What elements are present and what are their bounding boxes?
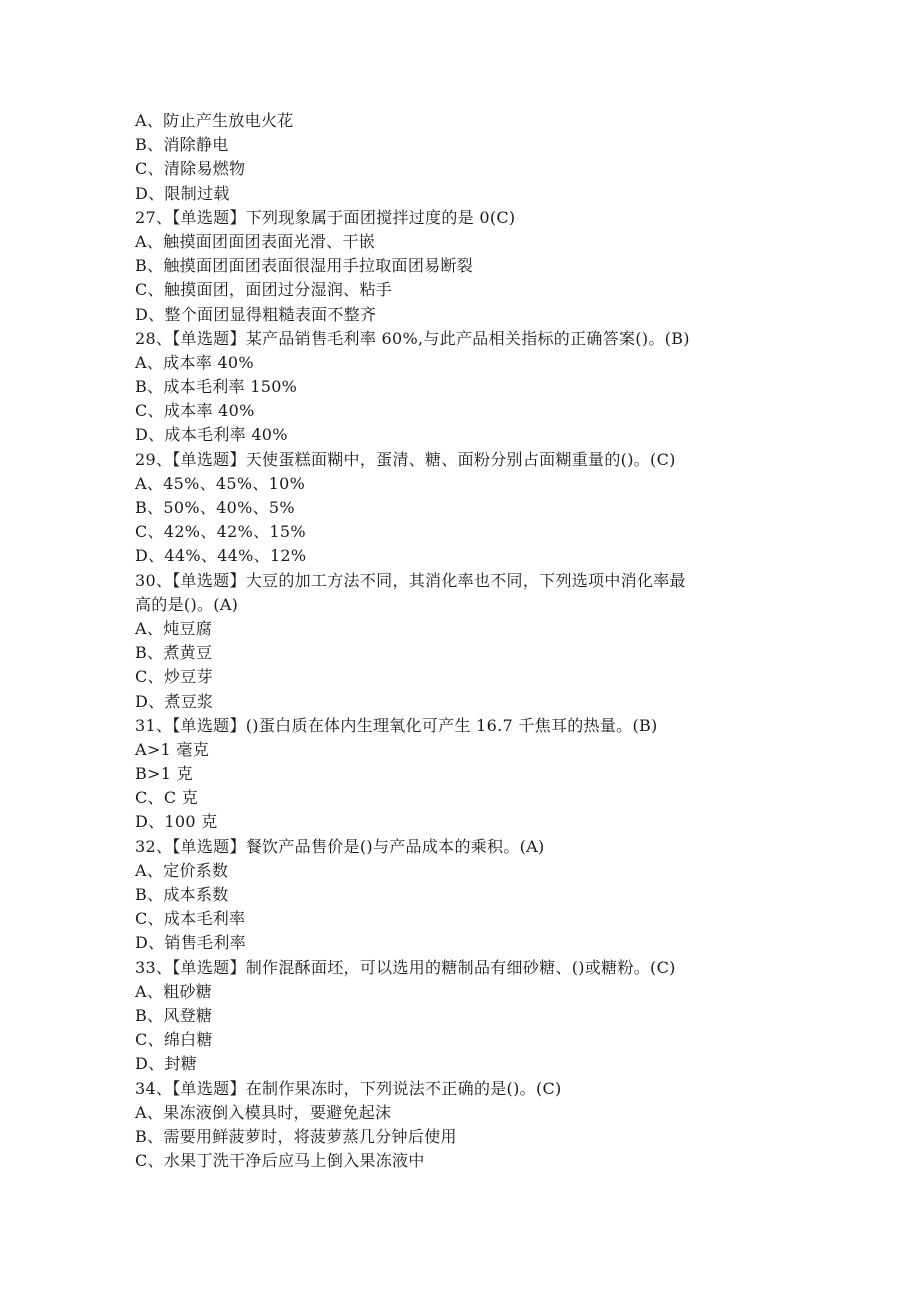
option-line: A>1 毫克 bbox=[135, 739, 210, 759]
option-line: C、42%、42%、15% bbox=[135, 522, 306, 542]
option-line: A、果冻液倒入模具时，要避免起沫 bbox=[135, 1102, 392, 1122]
option-line: C、炒豆芽 bbox=[135, 667, 213, 687]
option-line: A、防止产生放电火花 bbox=[135, 111, 294, 130]
option-line: D、煮豆浆 bbox=[135, 691, 214, 711]
option-line: C、水果丁洗干净后应马上倒入果冻液中 bbox=[135, 1151, 425, 1171]
option-line: B、50%、40%、5% bbox=[135, 498, 295, 517]
option-line: A、成本率 40% bbox=[135, 352, 254, 372]
option-line: B、成本毛利率 150% bbox=[135, 377, 298, 397]
option-line: A、粗砂糖 bbox=[135, 981, 213, 1001]
option-line: D、整个面团显得粗糙表面不整齐 bbox=[135, 304, 377, 324]
option-line: B、煮黄豆 bbox=[135, 643, 213, 663]
question-32: 32、【单选题】餐饮产品售价是()与产品成本的乘积。(A) bbox=[135, 836, 545, 856]
option-line: D、销售毛利率 bbox=[135, 933, 246, 953]
option-line: C、C 克 bbox=[135, 788, 199, 808]
option-line: D、成本毛利率 40% bbox=[135, 425, 288, 445]
option-line: A、45%、45%、10% bbox=[135, 473, 306, 493]
option-line: D、封糖 bbox=[135, 1054, 198, 1074]
question-31: 31、【单选题】()蛋白质在体内生理氧化可产生 16.7 千焦耳的热量。(B) bbox=[135, 715, 658, 735]
option-line: B、触摸面团面团表面很湿用手拉取面团易断裂 bbox=[135, 256, 474, 276]
option-line: B、风登糖 bbox=[135, 1005, 213, 1025]
option-line: A、炖豆腐 bbox=[135, 618, 213, 638]
question-27: 27、【单选题】下列现象属于面团搅拌过度的是 0(C) bbox=[135, 207, 516, 227]
option-line: B>1 克 bbox=[135, 764, 193, 784]
option-line: B、成本系数 bbox=[135, 885, 229, 904]
option-line: C、清除易燃物 bbox=[135, 159, 246, 179]
option-line: B、需要用鲜菠萝时，将菠萝蒸几分钟后使用 bbox=[135, 1126, 457, 1146]
document-body bbox=[135, 109, 785, 1173]
option-line: D、限制过载 bbox=[135, 183, 230, 203]
option-line: C、成本毛利率 bbox=[135, 909, 246, 929]
option-line: B、消除静电 bbox=[135, 135, 229, 155]
question-30-continued: 高的是()。(A) bbox=[135, 594, 239, 614]
option-line: D、44%、44%、12% bbox=[135, 546, 307, 566]
option-line: C、成本率 40% bbox=[135, 401, 255, 421]
question-33: 33、【单选题】制作混酥面坯，可以选用的糖制品有细砂糖、()或糖粉。(C) bbox=[135, 957, 676, 977]
option-line: C、绵白糖 bbox=[135, 1030, 213, 1050]
option-line: A、定价系数 bbox=[135, 860, 229, 880]
question-28: 28、【单选题】某产品销售毛利率 60%,与此产品相关指标的正确答案()。(B) bbox=[135, 328, 690, 348]
option-line: A、触摸面团面团表面光滑、干嵌 bbox=[135, 231, 376, 251]
option-line: D、100 克 bbox=[135, 812, 218, 832]
question-30: 30、【单选题】大豆的加工方法不同，其消化率也不同，下列选项中消化率最 bbox=[135, 570, 686, 590]
option-line: C、触摸面团，面团过分湿润、粘手 bbox=[135, 280, 393, 300]
question-34: 34、【单选题】在制作果冻时，下列说法不正确的是()。(C) bbox=[135, 1078, 562, 1098]
question-29: 29、【单选题】天使蛋糕面糊中，蛋清、糖、面粉分别占面糊重量的()。(C) bbox=[135, 449, 676, 469]
